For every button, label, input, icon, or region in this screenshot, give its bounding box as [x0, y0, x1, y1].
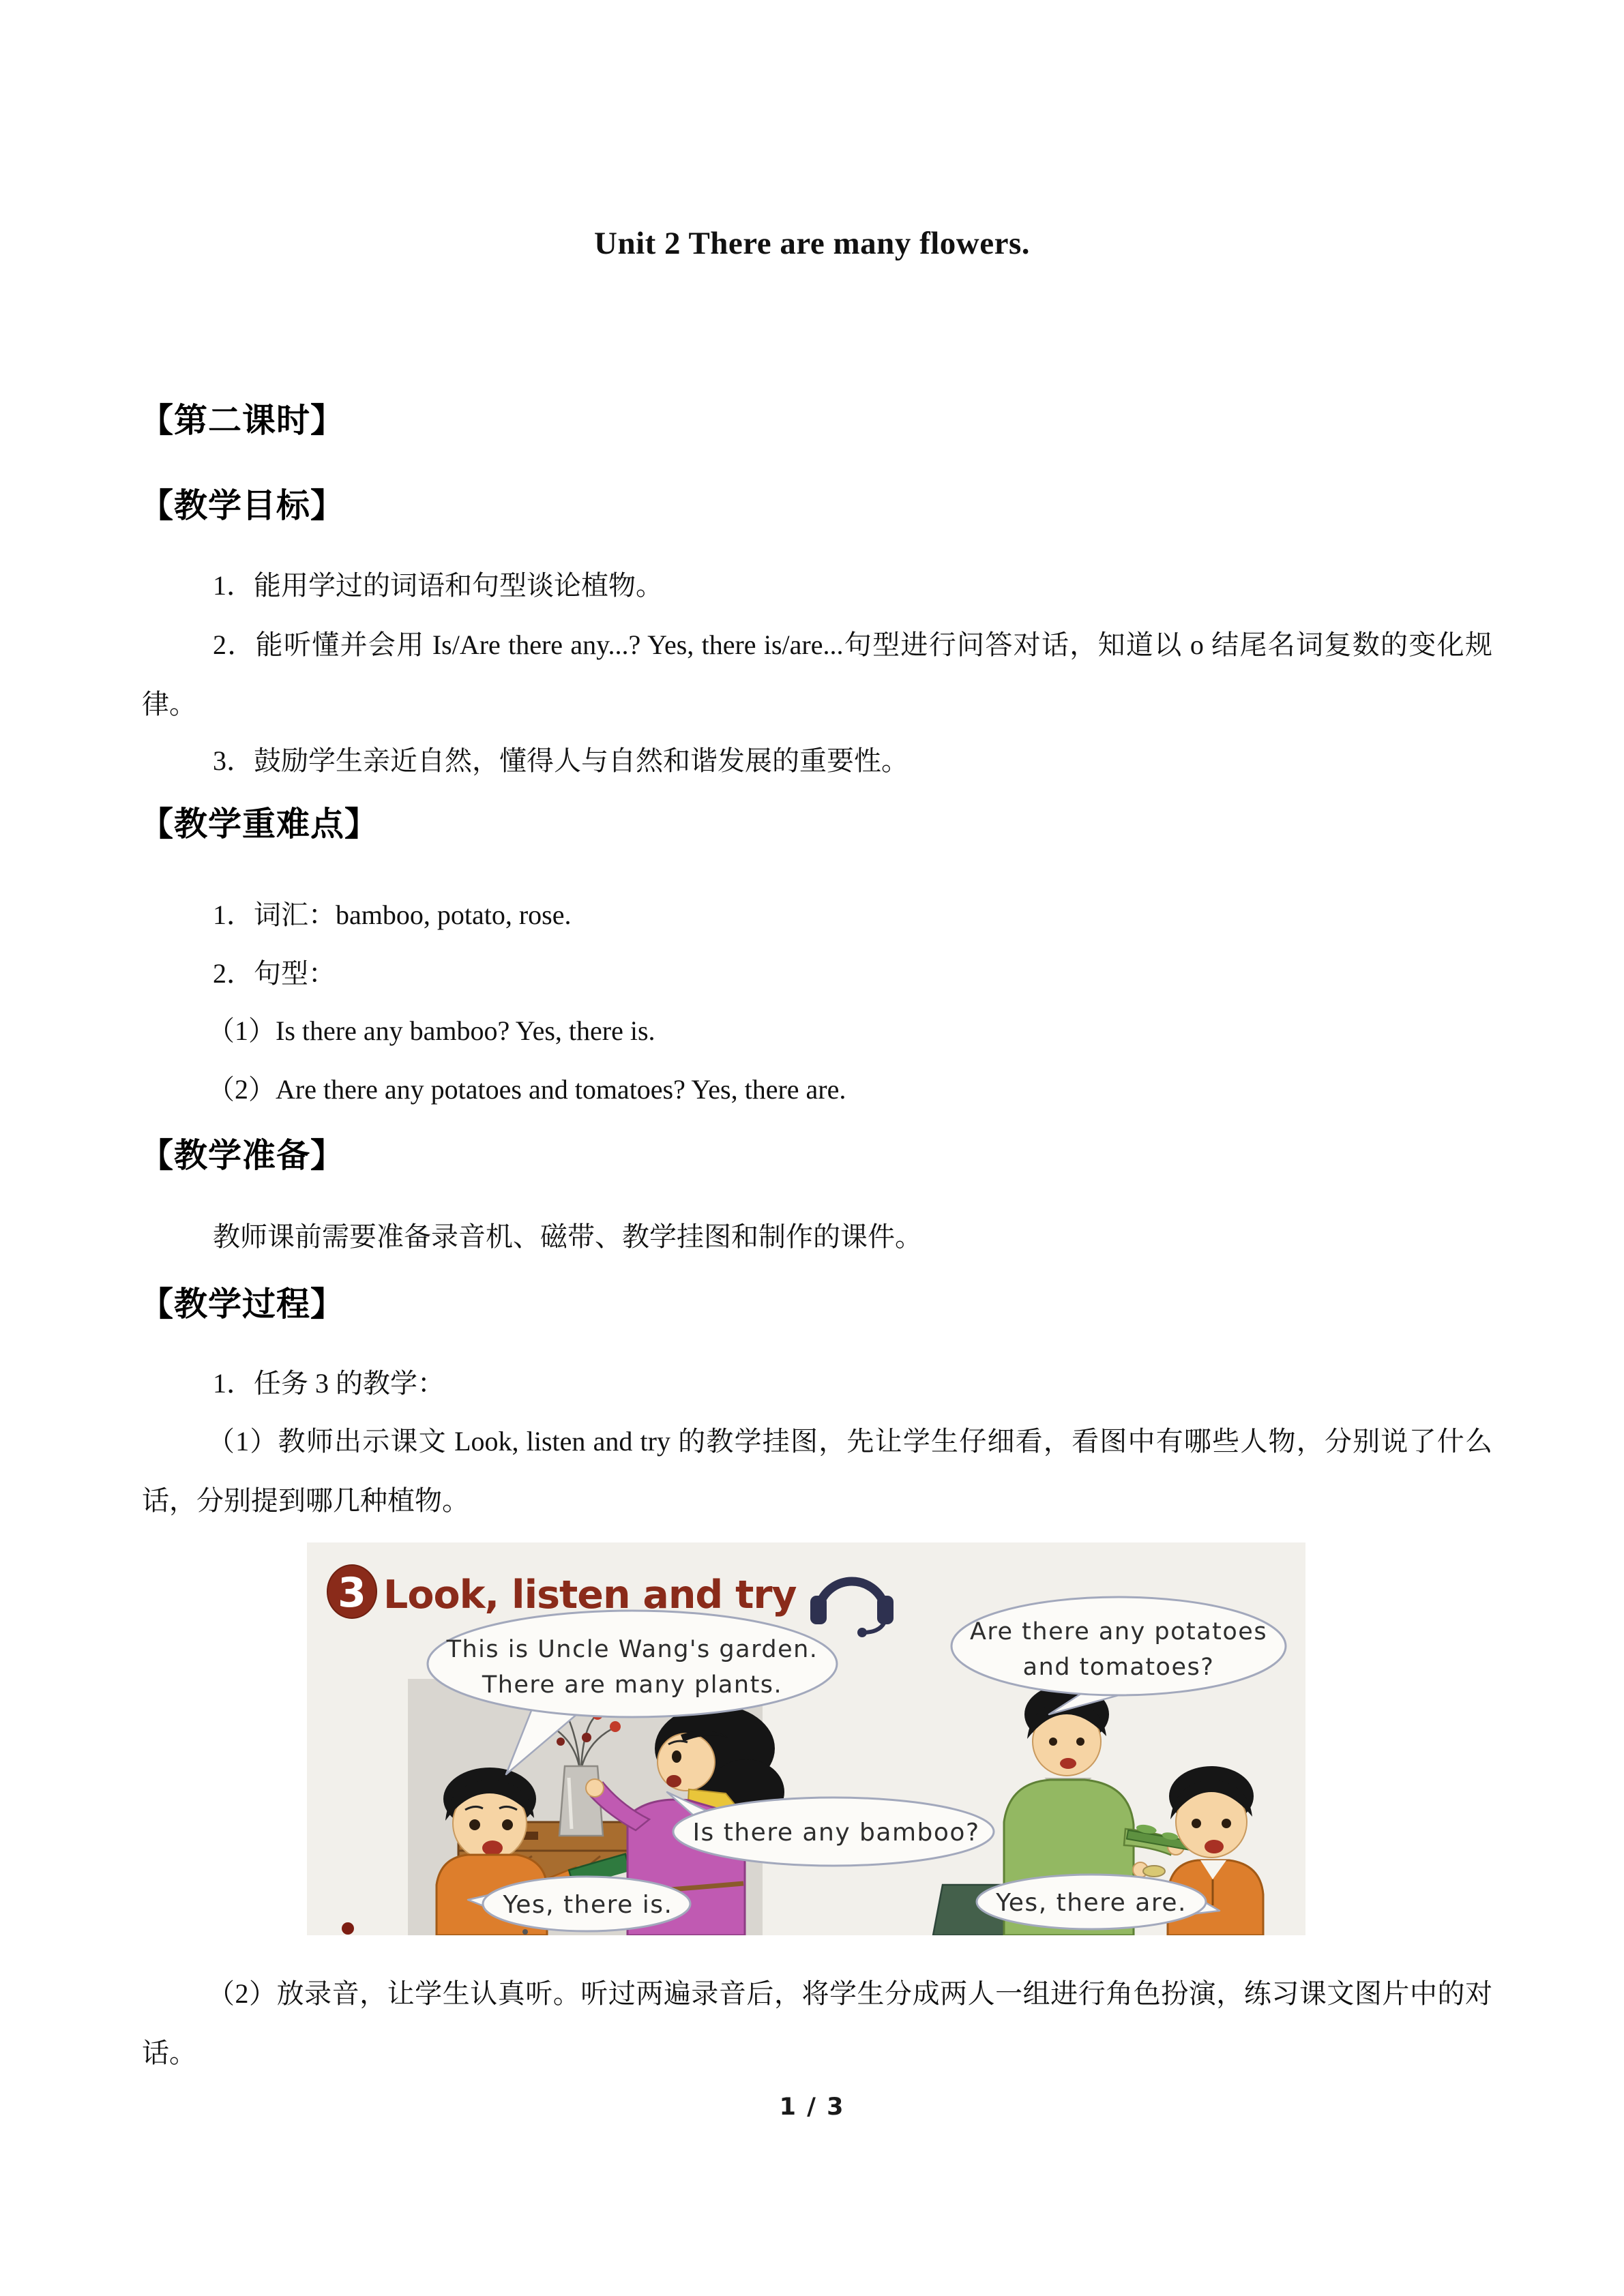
- activity-number: 3: [338, 1569, 366, 1617]
- svg-text:Yes, there is.: Yes, there is.: [503, 1891, 673, 1919]
- process-step-2: （2）放录音，让学生认真听。听过两遍录音后，将学生分成两人一组进行角色扮演，练习课文图片中的对话。: [142, 1978, 1492, 2068]
- textbook-illustration: [307, 1542, 1305, 1935]
- heading-objectives: 【教学目标】: [140, 486, 345, 525]
- svg-text:Is there any bamboo?: Is there any bamboo?: [692, 1819, 980, 1847]
- heading-session: 【第二课时】: [140, 401, 345, 440]
- scan-mark-red: [342, 1922, 354, 1935]
- key-point-sentence-2: （2）Are there any potatoes and tomatoes? Yes, there are.: [207, 1074, 846, 1105]
- heading-preparation: 【教学准备】: [140, 1136, 345, 1175]
- scan-mark-dark: [522, 1929, 528, 1935]
- activity-title: Look, listen and try: [383, 1572, 797, 1617]
- process-step-1: （1）教师出示课文 Look, listen and try 的教学挂图，先让学生仔细看，看图中有哪些人物，分别说了什么话，分别提到哪几种植物。: [142, 1426, 1492, 1516]
- svg-text:There are many plants.: There are many plants.: [482, 1671, 783, 1699]
- svg-text:Yes, there are.: Yes, there are.: [996, 1889, 1187, 1917]
- objective-item-2: 2．能听懂并会用 Is/Are there any...? Yes, there is/are...句型进行问答对话，知道以 o 结尾名词复数的变化规律。: [142, 629, 1492, 719]
- objective-item-1: 1．能用学过的词语和句型谈论植物。: [213, 570, 663, 601]
- svg-text:and tomatoes?: and tomatoes?: [1022, 1654, 1215, 1681]
- heading-key-points: 【教学重难点】: [140, 805, 379, 844]
- process-item-1: 1．任务 3 的教学：: [213, 1368, 445, 1399]
- key-point-sentence-1: （1）Is there any bamboo? Yes, there is.: [207, 1015, 655, 1046]
- page-title: Unit 2 There are many flowers.: [594, 226, 1030, 261]
- key-point-vocabulary: 1．词汇：bamboo, potato, rose.: [213, 899, 572, 930]
- key-point-patterns: 2．句型：: [213, 958, 336, 989]
- preparation-text: 教师课前需要准备录音机、磁带、教学挂图和制作的课件。: [213, 1221, 922, 1252]
- svg-text:Are there any potatoes: Are there any potatoes: [969, 1618, 1268, 1645]
- heading-process: 【教学过程】: [140, 1285, 345, 1324]
- svg-text:This is Uncle Wang's garden.: This is Uncle Wang's garden.: [446, 1636, 818, 1663]
- objective-item-3: 3．鼓励学生亲近自然，懂得人与自然和谐发展的重要性。: [213, 745, 909, 776]
- page-number: 1 / 3: [779, 2093, 845, 2121]
